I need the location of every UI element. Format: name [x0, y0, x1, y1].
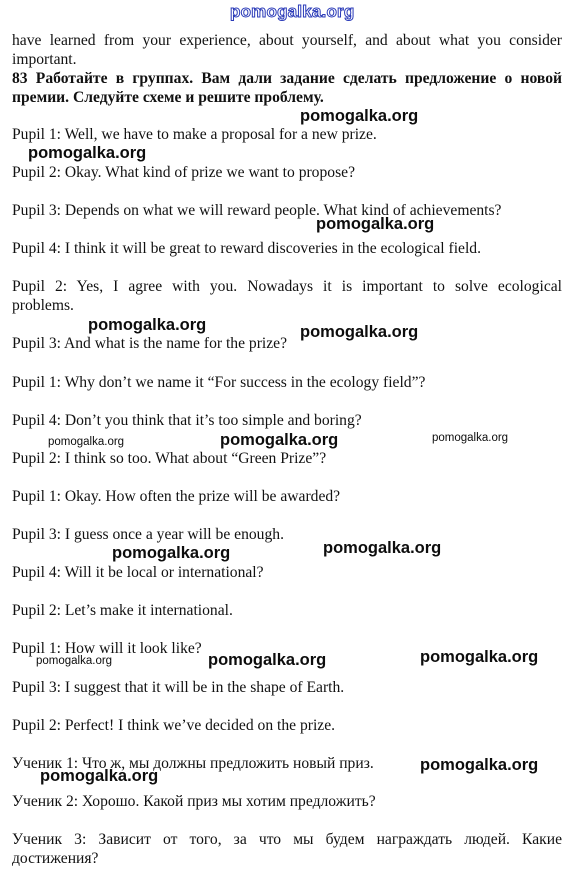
watermark: pomogalka.org: [300, 323, 419, 341]
intro-line-2: important.: [12, 51, 77, 68]
watermark: pomogalka.org: [420, 648, 539, 666]
dialogue-line: problems.: [12, 297, 74, 314]
dialogue-line: Ученик 1: Что ж, мы должны предложить новый приз.: [12, 755, 374, 772]
watermark-header: pomogalka.org: [230, 2, 355, 21]
watermark: pomogalka.org: [323, 539, 442, 557]
dialogue-line: достижения?: [12, 850, 99, 867]
dialogue-line: Pupil 2: Okay. What kind of prize we want to propose?: [12, 164, 355, 181]
dialogue-line: Ученик 3: Зависит от того, за что мы будем награждать людей. Какие: [12, 831, 562, 848]
dialogue-line: Pupil 2: Let’s make it international.: [12, 602, 233, 619]
dialogue-line: Pupil 2: Perfect! I think we’ve decided on the prize.: [12, 717, 336, 734]
watermark: pomogalka.org: [300, 107, 419, 125]
dialogue-line: Pupil 1: Why don’t we name it “For success in the ecology field”?: [12, 374, 426, 391]
dialogue-line: Pupil 2: Yes, I agree with you. Nowadays it is important to solve ecological: [12, 278, 562, 295]
dialogue-line: Pupil 4: Don’t you think that it’s too simple and boring?: [12, 412, 362, 429]
dialogue-line: Pupil 4: Will it be local or international?: [12, 564, 264, 581]
dialogue-line: Pupil 3: I suggest that it will be in the shape of Earth.: [12, 679, 345, 696]
watermark: pomogalka.org: [40, 767, 159, 785]
dialogue-line: Pupil 3: I guess once a year will be enough.: [12, 526, 284, 543]
task-heading-line-1: 83 Работайте в группах. Вам дали задание сделать предложение о новой: [12, 70, 562, 87]
watermark: pomogalka.org: [88, 316, 207, 334]
watermark: pomogalka.org: [36, 655, 113, 667]
watermark: pomogalka.org: [420, 756, 539, 774]
watermark: pomogalka.org: [48, 436, 125, 448]
dialogue-line: Ученик 2: Хорошо. Какой приз мы хотим предложить?: [12, 793, 376, 810]
dialogue-line: Pupil 4: I think it will be great to reward discoveries in the ecological field.: [12, 240, 481, 257]
dialogue-line: Pupil 1: Okay. How often the prize will be awarded?: [12, 488, 341, 505]
dialogue-line: Pupil 3: Depends on what we will reward people. What kind of achievements?: [12, 202, 502, 219]
dialogue-line: Pupil 1: How will it look like?: [12, 640, 202, 657]
watermark: pomogalka.org: [112, 544, 231, 562]
dialogue-line: Pupil 2: I think so too. What about “Green Prize”?: [12, 450, 327, 467]
watermark: pomogalka.org: [220, 431, 339, 449]
task-heading-line-2: премии. Следуйте схеме и решите проблему.: [12, 89, 324, 106]
dialogue-line: Pupil 3: And what is the name for the prize?: [12, 335, 287, 352]
watermark: pomogalka.org: [28, 144, 147, 162]
dialogue-line: Pupil 1: Well, we have to make a proposal for a new prize.: [12, 126, 377, 143]
intro-line-1: have learned from your experience, about yourself, and about what you consider: [12, 32, 562, 49]
watermark: pomogalka.org: [432, 432, 509, 444]
watermark: pomogalka.org: [208, 651, 327, 669]
watermark: pomogalka.org: [316, 215, 435, 233]
